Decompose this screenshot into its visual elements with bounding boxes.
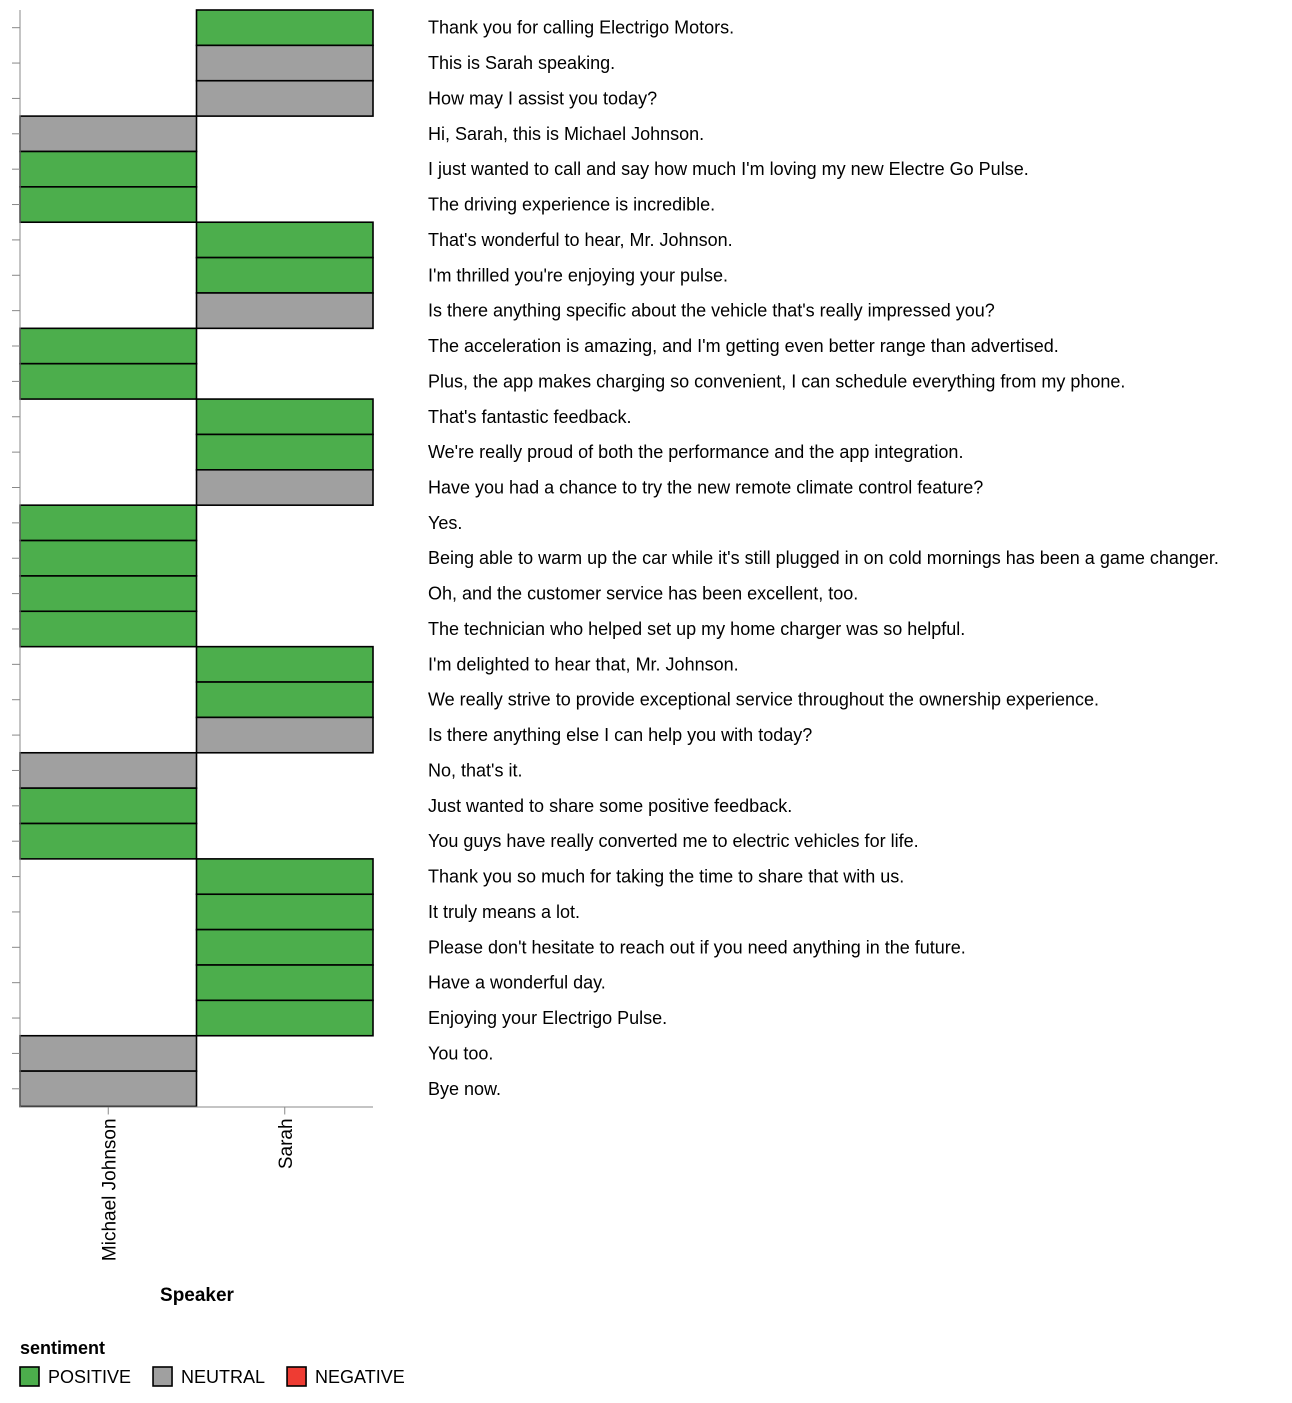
sentiment-cell [197, 965, 374, 1000]
utterance-text: Thank you for calling Electrigo Motors. [428, 17, 735, 38]
sentiment-cell [197, 81, 374, 116]
utterance-text: Hi, Sarah, this is Michael Johnson. [428, 123, 705, 144]
sentiment-cell [197, 434, 374, 469]
legend [20, 1338, 405, 1387]
utterance-text: Being able to warm up the car while it's still plugged in on cold mornings has been a game changer. [428, 548, 1219, 569]
sentiment-cell [20, 505, 197, 540]
utterance-text: Just wanted to share some positive feedback. [428, 795, 793, 816]
sentiment-cell [20, 753, 197, 788]
utterance-text: Thank you so much for taking the time to share that with us. [428, 866, 905, 887]
legend-label: POSITIVE [48, 1367, 132, 1387]
sentiment-cell [20, 116, 197, 151]
sentiment-cell [20, 541, 197, 576]
sentiment-cell [197, 45, 374, 80]
utterance-texts-layer [428, 18, 1219, 1099]
sentiment-cell [197, 470, 374, 505]
sentiment-cell [197, 1000, 374, 1035]
utterance-text: You guys have really converted me to electric vehicles for life. [428, 831, 919, 852]
utterance-text: This is Sarah speaking. [428, 53, 616, 74]
sentiment-cell [20, 824, 197, 859]
utterance-text: I'm thrilled you're enjoying your pulse. [428, 265, 729, 286]
utterance-text: How may I assist you today? [428, 88, 658, 109]
legend-title: sentiment [20, 1338, 106, 1358]
sentiment-cell [197, 682, 374, 717]
legend-swatch [20, 1367, 39, 1386]
sentiment-cell [197, 258, 374, 293]
sentiment-cell [197, 717, 374, 752]
utterance-text: Is there anything specific about the vehicle that's really impressed you? [428, 300, 995, 321]
utterance-text: We're really proud of both the performance and the app integration. [428, 442, 964, 463]
sentiment-cell [20, 364, 197, 399]
utterance-text: Bye now. [428, 1078, 502, 1099]
utterance-text: Have a wonderful day. [428, 972, 606, 993]
sentiment-cell [197, 222, 374, 257]
utterance-text: You too. [428, 1043, 494, 1064]
utterance-text: Plus, the app makes charging so convenient, I can schedule everything from my phone. [428, 371, 1126, 392]
y-ticks-layer [12, 28, 20, 1089]
sentiment-cell [20, 788, 197, 823]
cells-layer [20, 10, 373, 1106]
sentiment-cell [197, 859, 374, 894]
utterance-text: The technician who helped set up my home charger was so helpful. [428, 618, 966, 639]
utterance-text: The acceleration is amazing, and I'm getting even better range than advertised. [428, 336, 1059, 357]
utterance-text: Yes. [428, 512, 463, 533]
sentiment-cell [20, 611, 197, 646]
legend-label: NEUTRAL [181, 1367, 266, 1387]
utterance-text: I just wanted to call and say how much I'm loving my new Electre Go Pulse. [428, 159, 1029, 180]
sentiment-cell [20, 151, 197, 186]
utterance-text: That's wonderful to hear, Mr. Johnson. [428, 229, 733, 250]
sentiment-cell [20, 1071, 197, 1106]
utterance-text: Is there anything else I can help you with today? [428, 725, 813, 746]
legend-label: NEGATIVE [315, 1367, 405, 1387]
sentiment-cell [197, 930, 374, 965]
sentiment-cell [197, 399, 374, 434]
sentiment-cell [20, 576, 197, 611]
utterance-text: I'm delighted to hear that, Mr. Johnson. [428, 654, 739, 675]
utterance-text: Please don't hesitate to reach out if you need anything in the future. [428, 937, 966, 958]
utterance-text: No, that's it. [428, 760, 523, 781]
sentiment-cell [197, 10, 374, 45]
sentiment-cell [197, 293, 374, 328]
x-axis-title: Speaker [160, 1285, 234, 1306]
utterance-text: Have you had a chance to try the new remote climate control feature? [428, 477, 984, 498]
utterance-text: That's fantastic feedback. [428, 406, 632, 427]
sentiment-cell [197, 647, 374, 682]
sentiment-cell [20, 328, 197, 363]
legend-swatch [153, 1367, 172, 1386]
x-tick-labels-layer [99, 1106, 297, 1261]
utterance-text: It truly means a lot. [428, 901, 581, 922]
legend-swatch [287, 1367, 306, 1386]
utterance-text: We really strive to provide exceptional service throughout the ownership experience. [428, 689, 1100, 710]
x-tick-label: Sarah [275, 1118, 297, 1170]
sentiment-cell [20, 1036, 197, 1071]
utterance-text: Oh, and the customer service has been excellent, too. [428, 583, 859, 604]
sentiment-cell [20, 187, 197, 222]
x-tick-label: Michael Johnson [99, 1118, 121, 1262]
utterance-text: Enjoying your Electrigo Pulse. [428, 1008, 668, 1029]
sentiment-cell [197, 894, 374, 929]
utterance-text: The driving experience is incredible. [428, 194, 716, 215]
